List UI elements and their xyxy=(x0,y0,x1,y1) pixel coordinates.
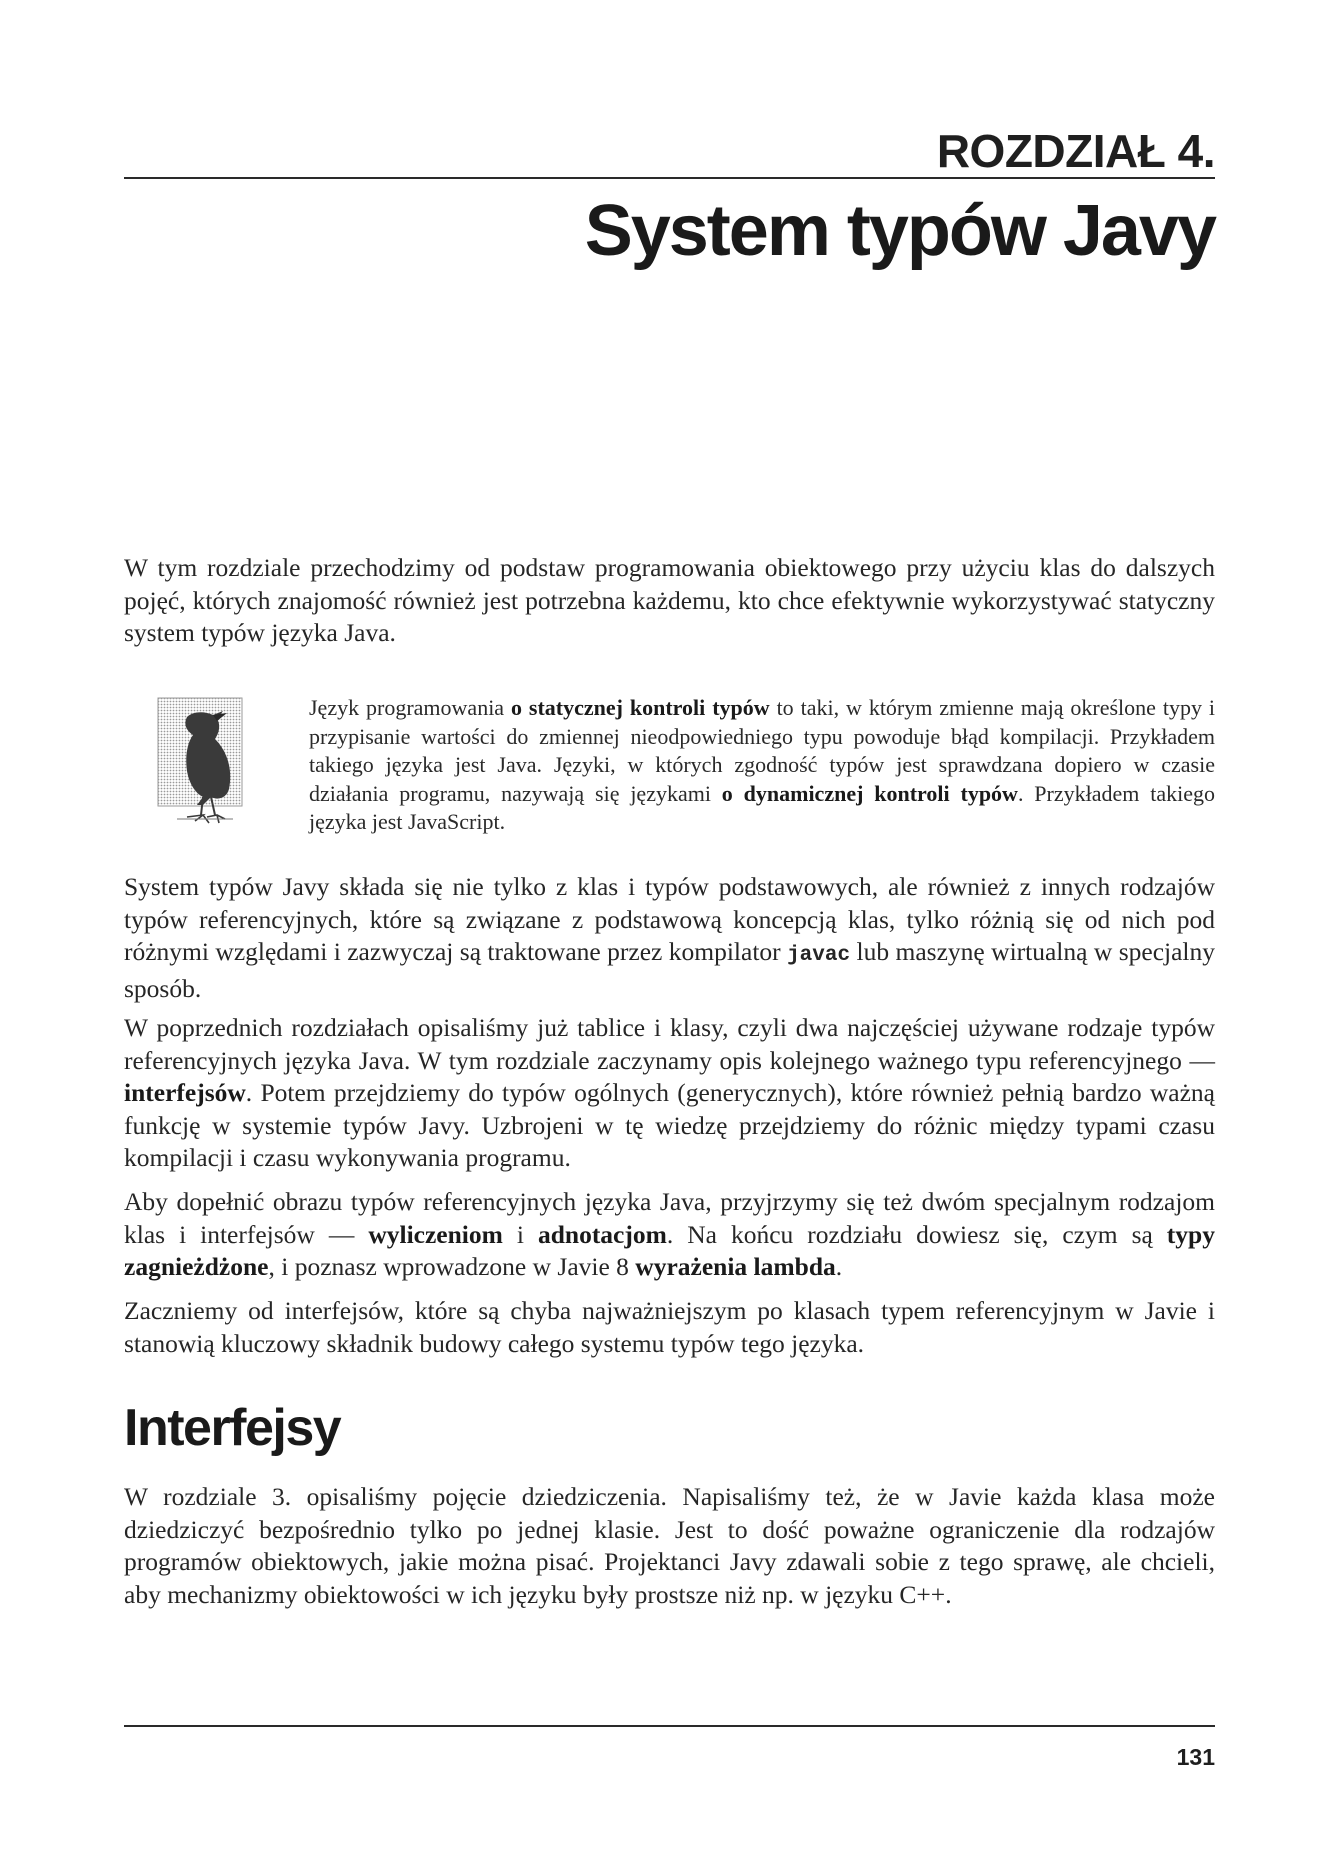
term-annotations: adnotacjom xyxy=(537,1219,667,1249)
note-text xyxy=(309,694,1215,837)
term-lambda: wyrażenia lambda xyxy=(635,1252,836,1281)
raven-icon xyxy=(157,697,243,827)
p4-text-2: i xyxy=(502,1219,538,1249)
note-term-dynamic: o dynamicznej kontroli typów xyxy=(721,780,1018,806)
paragraph-interfaces-intro: Zaczniemy od interfejsów, które są chyba najważniejszym po klasach typem referencyjnym w Javie i stanowią kluczowy składnik budowy całego systemu typów tego języka. xyxy=(124,1296,1215,1358)
p3-text-2: . Potem przejdziemy do typów ogólnych (generycznych), które również pełnią bardzo ważną funkcję w systemie typów Javy. Uzbrojeni w tę wiedzę przejdziemy do różnic między typami czasu kompilacji i czasu wykonywania programu. xyxy=(124,1078,1215,1172)
intro-paragraph: W tym rozdziale przechodzimy od podstaw programowania obiektowego przy użyciu klas do dalszych pojęć, których znajomość również jest potrzebna każdemu, kto chce efektywnie wykorzystywać statyczny system typów języka Java. xyxy=(124,553,1215,647)
p2-text-2: lub maszynę wirtualną w specjalny sposób. xyxy=(124,937,1215,1003)
note-text-1: Język programowania xyxy=(309,695,511,720)
section-heading: Interfejsy xyxy=(124,1399,341,1457)
paragraph-type-system xyxy=(124,871,1215,1005)
p4-text-3: . Na końcu rozdziału dowiesz się, czym są xyxy=(666,1219,1167,1249)
paragraph-special-types xyxy=(124,1186,1215,1284)
code-javac: javac xyxy=(787,944,851,967)
term-enums: wyliczeniom xyxy=(368,1219,503,1249)
chapter-label: ROZDZIAŁ 4. xyxy=(936,125,1215,177)
term-nested-types: typy zagnieżdżone xyxy=(124,1219,1215,1281)
bottom-rule xyxy=(124,1725,1215,1727)
note-text-2: to taki, w którym zmienne mają określone typy i przypisanie wartości do zmiennej nieodpowiedniego typu powoduje błąd kompilacji. Przykładem takiego języka jest Java. Języki, w których zgodność typów jest sprawdzana dopiero w czasie działania programu, nazywają się językami xyxy=(309,695,1215,806)
p2-text-1: System typów Javy składa się nie tylko z klas i typów podstawowych, ale również z innych rodzajów typów referencyjnych, które są związane z podstawową koncepcją klas, tylko różnią się od nich pod różnymi względami i zazwyczaj są traktowane przez kompilator xyxy=(124,872,1215,966)
paragraph-reference-types xyxy=(124,1012,1215,1175)
note-term-static: o statycznej kontroli typów xyxy=(510,695,770,720)
note-text-3: . Przykładem takiego języka jest JavaScript. xyxy=(309,780,1215,834)
p3-text-1: W poprzednich rozdziałach opisaliśmy już tablice i klasy, czyli dwa najczęściej używane rodzaje typów referencyjnych języka Java. W tym rozdziale zaczynamy opis kolejnego ważnego typu referencyjnego — xyxy=(124,1013,1215,1075)
section-paragraph: W rozdziale 3. opisaliśmy pojęcie dziedziczenia. Napisaliśmy też, że w Javie każda klasa może dziedziczyć bezpośrednio tylko po jednej klasie. Jest to dość poważne ograniczenie dla rodzajów programów obiektowych, jakie można pisać. Projektanci Javy zdawali sobie z tego sprawę, ale chcieli, aby mechanizmy obiektowości w ich języku były prostsze niż np. w języku C++. xyxy=(124,1482,1215,1609)
term-interfaces: interfejsów xyxy=(124,1078,246,1107)
p4-text-4: , i poznasz wprowadzone w Javie 8 xyxy=(268,1252,636,1281)
p4-text-5: . xyxy=(835,1252,843,1281)
p4-text-1: Aby dopełnić obrazu typów referencyjnych języka Java, przyjrzymy się też dwóm specjalnym rodzajom klas i interfejsów — xyxy=(124,1187,1215,1249)
chapter-title: System typów Javy xyxy=(584,191,1215,271)
top-rule xyxy=(124,177,1215,179)
page-number: 131 xyxy=(1176,1744,1215,1770)
